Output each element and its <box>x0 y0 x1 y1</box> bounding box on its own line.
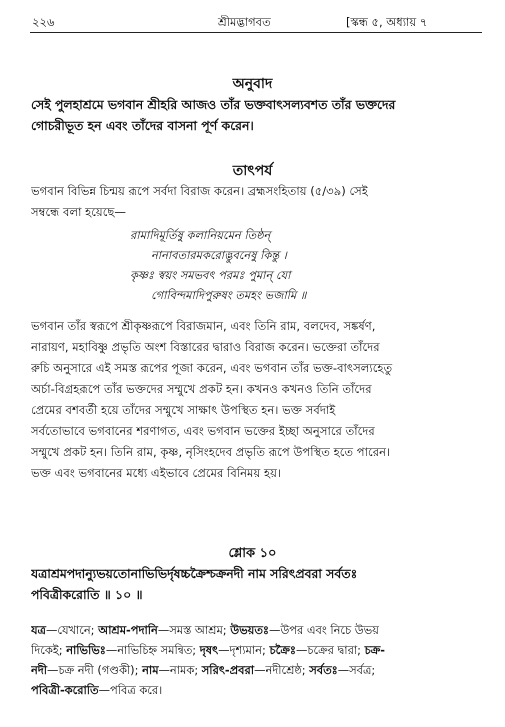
sanskrit-term: চক্রৈঃ <box>269 643 296 657</box>
term-meaning: —নদীশ্রেষ্ঠ; <box>254 663 310 677</box>
purport-line: সম্মুখে প্রকট হন। তিনি রাম, কৃষ্ণ, নৃসিংহদেব প্রভৃতি রূপে উপস্থিত হতে পারেন। <box>31 445 391 459</box>
purport-line: সর্বতোভাবে ভগবানের শরণাগত, এবং ভগবান ভক্তের ইচ্ছা অনুসারে তাঁদের <box>31 424 375 438</box>
purport-line: প্রেমের বশবর্তী হয়ে তাঁদের সম্মুখে সাক্ষাৎ উপস্থিত হন। ভক্ত সর্বদাই <box>31 403 336 417</box>
term-meaning: —উপর এবং নিচে উভয় <box>268 623 379 637</box>
purport-line: ভক্ত এবং ভগবানের মধ্যে এইভাবে প্রেমের বিনিময় হয়। <box>31 466 282 480</box>
header-rule <box>30 32 482 33</box>
purport-heading: তাৎপর্য <box>232 163 273 179</box>
translation-heading: অনুবাদ <box>232 76 273 92</box>
chapter-location: [স্কন্ধ ৫, অধ্যায় ৭ <box>346 15 428 29</box>
word-meaning-line <box>31 640 483 660</box>
sanskrit-term: নাভিভিঃ <box>66 643 106 657</box>
sanskrit-term: দৃষৎ <box>199 643 219 657</box>
sanskrit-term: আশ্রম-পদানি <box>98 623 158 637</box>
term-meaning: —চক্র নদী (গণ্ডকী); <box>47 663 143 677</box>
term-meaning: —চক্রের দ্বারা; <box>295 643 365 657</box>
term-meaning: —পবিত্র করে। <box>98 683 163 697</box>
term-meaning: দিকেই; <box>31 643 67 657</box>
purport-intro-line: সম্বন্ধে বলা হয়েছে— <box>31 205 127 219</box>
word-meaning-line <box>31 620 483 640</box>
translation-text <box>31 94 483 136</box>
sanskrit-term: সরিৎ-প্রবরা <box>201 663 255 677</box>
purport-line: ভগবান তাঁর স্বরূপে শ্রীকৃষ্ণরূপে বিরাজমান, এবং তিনি রাম, বলদেব, সঙ্কর্ষণ, <box>31 319 376 333</box>
sanskrit-term: চক্র- <box>364 643 385 657</box>
sloka-heading: শ্লোক ১০ <box>228 546 277 561</box>
purport-intro <box>31 181 483 223</box>
term-meaning: —দৃশ্যমান; <box>218 643 270 657</box>
page-number: ২২৬ <box>32 15 55 29</box>
sanskrit-term: নাম <box>142 663 159 677</box>
translation-line: সেই পুলহাশ্রমে ভগবান শ্রীহরি আজও তাঁর ভক্তবাৎসল্যবশত তাঁর ভক্তদের <box>31 97 396 112</box>
term-meaning: —সমস্ত আশ্রম; <box>157 623 231 637</box>
word-meaning-line <box>31 680 483 700</box>
verse-line: রামাদিমূর্তিষু কলানিয়মেন তিষ্ঠন্ <box>130 228 271 242</box>
purport-body <box>31 316 483 484</box>
translation-line: গোচরীভূত হন এবং তাঁদের বাসনা পূর্ণ করেন। <box>31 118 254 133</box>
term-meaning: —যেখানে; <box>45 623 99 637</box>
sanskrit-term: যত্র <box>31 623 46 637</box>
term-meaning: —সর্বত্র; <box>337 663 376 677</box>
purport-line: অর্চা-বিগ্রহরূপে তাঁর ভক্তদের সম্মুখে প্রকট হন। কখনও কখনও তিনি তাঁদের <box>31 382 372 396</box>
verse-line: নানাবতারমকরোদ্ভুবনেষু কিন্তু । <box>151 248 287 262</box>
verse-line: গোবিন্দমাদিপুরুষং তমহং ভজামি ॥ <box>151 288 307 302</box>
purport-line: রুচি অনুসারে এই সমস্ত রূপের পূজা করেন, এবং ভগবান তাঁর ভক্ত-বাৎসল্যহেতু <box>31 361 393 375</box>
word-meanings <box>31 620 483 700</box>
sanskrit-term: নদী <box>31 663 48 677</box>
word-meaning-line <box>31 660 483 680</box>
term-meaning: —নাভিচিহ্ন সমন্বিত; <box>105 643 200 657</box>
sanskrit-term: পবিত্রী-করোতি <box>31 683 99 697</box>
book-title: শ্রীমদ্ভাগবত <box>218 15 271 29</box>
verse-line: কৃষ্ণঃ স্বয়ং সমভবৎ পরমঃ পুমান্ যো <box>130 268 291 282</box>
sloka-line: যত্রাশ্রমপদান্যুভয়তোনাভিভির্দৃষচ্চক্রৈশ্চক্রনদী নাম সরিৎপ্রবরা সর্বতঃ <box>31 566 358 581</box>
sanskrit-term: সর্বতঃ <box>309 663 338 677</box>
term-meaning: —নামক; <box>158 663 202 677</box>
purport-intro-line: ভগবান বিভিন্ন চিন্ময় রূপে সর্বদা বিরাজ করেন। ব্রহ্মসংহিতায় (৫/৩৯) সেই <box>31 184 368 198</box>
sloka-line: পবিত্রীকরোতি ॥ ১০ ॥ <box>31 587 143 602</box>
purport-line: নারায়ণ, মহাবিষ্ণু প্রভৃতি অংশ বিস্তারের দ্বারাও বিরাজ করেন। ভক্তেরা তাঁদের <box>31 340 380 354</box>
verse-block <box>130 225 306 305</box>
sanskrit-term: উভয়তঃ <box>230 623 269 637</box>
sloka-text <box>31 563 483 605</box>
